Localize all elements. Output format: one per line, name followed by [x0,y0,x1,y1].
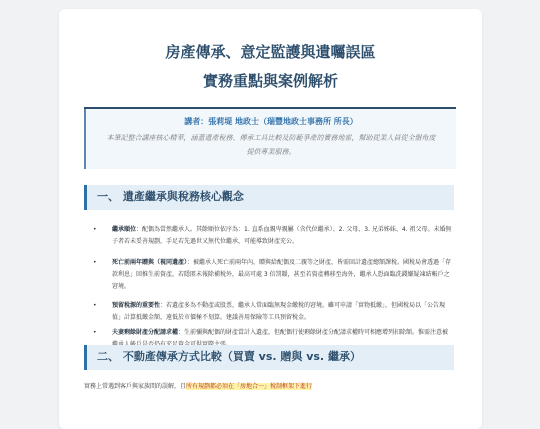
bullet-dot-icon: • [93,259,97,266]
intro-highlight: 所有規劃都必須在「房地合一」稅制框架下進行 [186,383,313,390]
speaker-name: 講者：張莉堤 地政士（瑞豐地政士事務所 所長） [184,117,358,126]
section-1-title: 一、 遺產繼承與稅務核心觀念 [97,190,244,203]
section-2-title: 二、 不動產傳承方式比較（買賣 vs. 贈與 vs. 繼承） [97,350,361,363]
section-1-heading [84,185,454,210]
page-subtitle: 實務重點與案例解析 [202,72,338,90]
list-item-body: ：生前彌與配偶的財產當計入遺產，但配偶行使剩餘財產分配請求權時可相應增列扣除額。惟需注意被 [178,329,449,336]
speaker-description: 本筆記整合講座核心精華，涵蓋遺產稅務、傳承工具比較及防範爭產的實務地雷，幫助從業人員從全盤角度提供專業服務。 [106,134,436,156]
page-title: 房產傳承、意定監護與遺囑誤區 [165,43,376,61]
section-2-heading [84,345,454,370]
list-item-label: 繼承順位 [112,226,137,233]
bullet-dot-icon: • [93,226,97,233]
list-item-label: 死亡前兩年贈與（視同遺產） [112,259,188,266]
list-item-body: ：若遺產多為不動產或股票，繼承人常面臨無現金繳稅的窘境。雖可申請「實物抵繳」，但國稅局以「公告現值」計算抵繳金額，遠低於市價極不划算。建議善用保險等工具預留稅金。 [112,302,446,321]
bullet-dot-icon: • [93,329,97,336]
document-page [59,9,482,429]
list-item-text [112,300,454,324]
list-item-label: 夫妻剩餘財產分配請求權 [112,329,179,336]
list-item-body: ：被繼承人死亡前兩年內，贈與給配偶及二親等之財產，皆需回計遺產總額課稅。國稅局會透過「存款利息」回推生前資產，若隱匿未報除補稅外，最高可處 3 倍罰鍰，甚至若資產轉移至海外，繼承人恐面臨洗錢嫌疑凍結帳戶之窘境。 [112,259,452,290]
list-item-label: 預留稅源的重要性 [112,302,161,309]
bullet-dot-icon: • [93,302,97,309]
list-item-text [112,224,454,248]
list-item-text [112,257,454,293]
speaker-info-box [84,109,456,169]
list-item-body: ：配偶為當然繼承人。其餘順位依序為：1. 直系血親卑親屬（含代位繼承）、2. 父母、3. 兄弟姊妹、4. 祖父母。未婚無子者若未妥善規劃，手足若先過世又無代位繼承，可能導致財產充公。 [112,226,452,245]
intro-text: 實務上常遇到客戶與家族間的誤解，且 [84,383,187,390]
section-2-intro [84,381,454,393]
